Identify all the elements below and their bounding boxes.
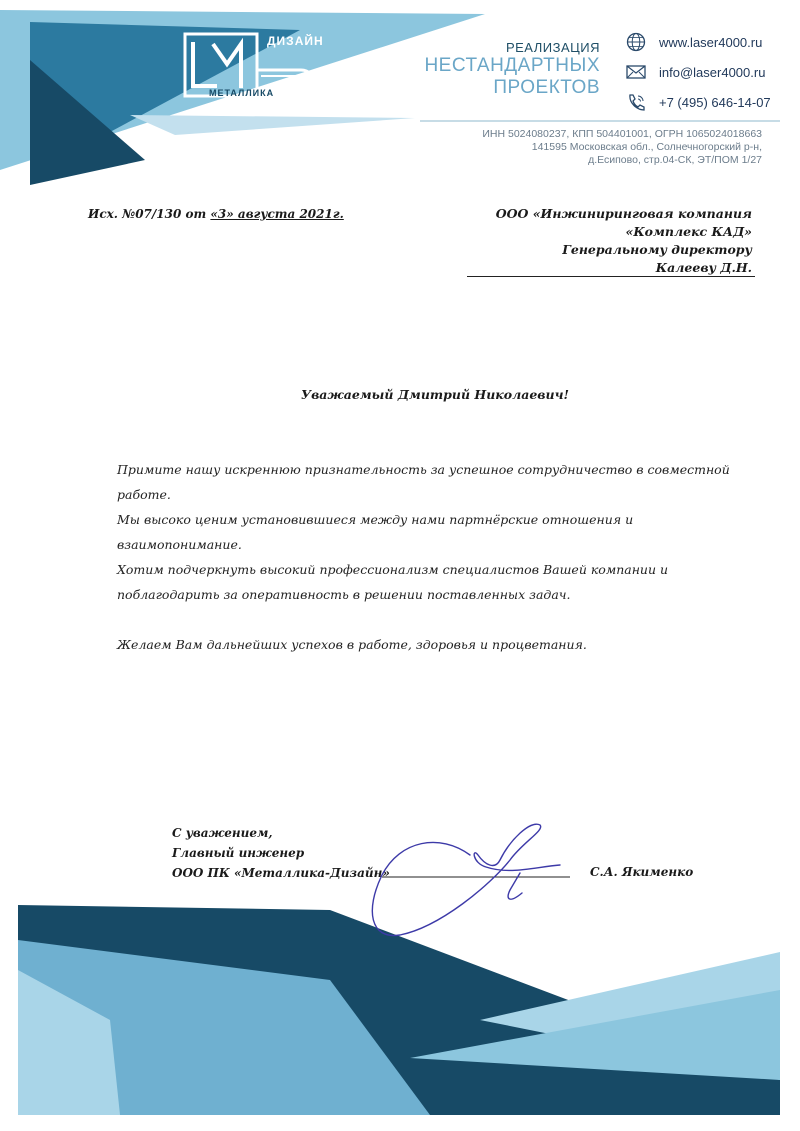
outgoing-number: Исх. №07/130 от: [88, 207, 211, 221]
letter-body: [117, 457, 749, 657]
handwritten-signature: [360, 815, 590, 955]
addressee-company: ООО «Инжиниринговая компания: [495, 206, 752, 221]
slogan-line-1: РЕАЛИЗАЦИЯ: [505, 40, 600, 55]
logo-top-text: ДИЗАЙН: [267, 34, 324, 48]
mail-icon: [625, 62, 647, 82]
outgoing-reference: [88, 207, 344, 221]
paragraph-3: Хотим подчеркнуть высокий профессионализм специалистов Вашей компании и поблагодарить за оперативность в решении поставленных задач.: [117, 562, 669, 602]
signer-organization: ООО ПК «Металлика-Дизайн»: [172, 866, 390, 880]
logo-bottom-text: МЕТАЛЛИКА: [209, 88, 275, 98]
contact-phone: [625, 91, 771, 113]
addressee-name: Калееву Д.Н.: [655, 260, 752, 275]
contact-website: [625, 31, 771, 53]
signature-stroke: [372, 824, 560, 935]
outgoing-date: «3» августа 2021г.: [210, 207, 344, 221]
phone-number[interactable]: +7 (495) 646-14-07: [659, 94, 771, 110]
addressee-underline: [467, 276, 755, 277]
email-link[interactable]: info@laser4000.ru: [659, 64, 766, 80]
company-requisites: [440, 128, 762, 167]
requisites-line-2: 141595 Московская обл., Солнечногорский р-н,: [531, 141, 762, 153]
website-link[interactable]: www.laser4000.ru: [659, 34, 763, 50]
addressee-position: Генеральному директору: [562, 242, 752, 257]
header-accent-triangle: [130, 115, 415, 135]
requisites-line-1: ИНН 5024080237, КПП 504401001, ОГРН 1065024018663: [482, 128, 762, 140]
paragraph-2: Мы высоко ценим установившиеся между нами партнёрские отношения и взаимопонимание.: [117, 512, 634, 552]
paragraph-1: Примите нашу искреннюю признательность за успешное сотрудничество в совместной работе.: [117, 462, 730, 502]
signer-name: С.А. Якименко: [590, 865, 694, 879]
requisites-line-3: д.Есипово, стр.04-СК, ЭТ/ПОМ 1/27: [588, 154, 762, 166]
addressee-block: [430, 205, 752, 277]
signature-block: [172, 823, 390, 883]
slogan-line-3: ПРОЕКТОВ: [493, 77, 600, 98]
contacts: [625, 31, 771, 113]
signer-position: Главный инженер: [172, 846, 305, 860]
company-logo: [183, 30, 323, 102]
slogan-line-2: НЕСТАНДАРТНЫХ: [424, 55, 600, 76]
slogan: [400, 40, 600, 99]
paragraph-4: Желаем Вам дальнейших успехов в работе, здоровья и процветания.: [117, 637, 587, 652]
phone-icon: [625, 92, 647, 112]
contact-email: [625, 61, 771, 83]
closing: С уважением,: [172, 826, 273, 840]
greeting: Уважаемый Дмитрий Николаевич!: [300, 387, 570, 402]
globe-icon: [625, 32, 647, 52]
addressee-company-name: «Комплекс КАД»: [625, 224, 752, 239]
